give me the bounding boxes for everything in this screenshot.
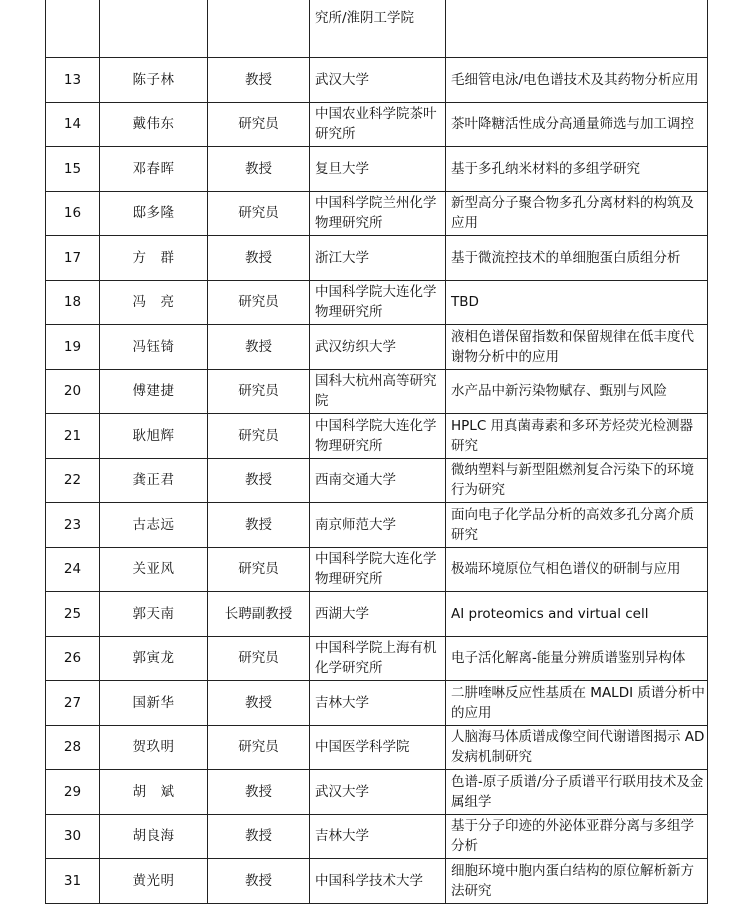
table-row	[46, 58, 708, 103]
cell-name: 古志远	[100, 503, 208, 548]
cell-title: 研究员	[208, 547, 310, 592]
cell-report-topic: 面向电子化学品分析的高效多孔分离介质研究	[446, 503, 708, 548]
cell-affiliation: 中国科学院大连化学物理研究所	[310, 547, 446, 592]
cell-name: 陈子林	[100, 58, 208, 103]
cell-number: 13	[46, 58, 100, 103]
cell-number: 26	[46, 636, 100, 681]
cell-title: 教授	[208, 147, 310, 192]
cell-report-topic: 细胞环境中胞内蛋白结构的原位解析新方法研究	[446, 859, 708, 904]
cell-title: 教授	[208, 458, 310, 503]
table-row	[46, 191, 708, 236]
cell-number: 27	[46, 681, 100, 726]
table-row	[46, 770, 708, 815]
cell-report-topic: HPLC 用真菌毒素和多环芳烃荧光检测器研究	[446, 414, 708, 459]
cell-number: 14	[46, 102, 100, 147]
cell-affiliation: 吉林大学	[310, 814, 446, 859]
cell-report-topic: 电子活化解离-能量分辨质谱鉴别异构体	[446, 636, 708, 681]
cell-affiliation: 西南交通大学	[310, 458, 446, 503]
cell-report-topic: 色谱-原子质谱/分子质谱平行联用技术及金属组学	[446, 770, 708, 815]
cell-name: 傅建捷	[100, 369, 208, 414]
cell-affiliation: 西湖大学	[310, 592, 446, 637]
cell-number: 23	[46, 503, 100, 548]
cell-name: 关亚风	[100, 547, 208, 592]
cell-report-topic: 极端环境原位气相色谱仪的研制与应用	[446, 547, 708, 592]
cell-title: 研究员	[208, 725, 310, 770]
cell-report-topic: AI proteomics and virtual cell	[446, 592, 708, 637]
cell-name: 邸多隆	[100, 191, 208, 236]
cell-name: 国新华	[100, 681, 208, 726]
table-row	[46, 0, 708, 58]
cell-name: 黄光明	[100, 859, 208, 904]
cell-title: 研究员	[208, 414, 310, 459]
cell-number: 30	[46, 814, 100, 859]
cell-report-topic: 基于多孔纳米材料的多组学研究	[446, 147, 708, 192]
cell-affiliation: 南京师范大学	[310, 503, 446, 548]
cell-title: 教授	[208, 770, 310, 815]
cell-name: 龚正君	[100, 458, 208, 503]
table-row	[46, 681, 708, 726]
cell-title: 研究员	[208, 369, 310, 414]
cell-report-topic: 毛细管电泳/电色谱技术及其药物分析应用	[446, 58, 708, 103]
cell-name: 邓春晖	[100, 147, 208, 192]
cell-name: 贺玖明	[100, 725, 208, 770]
cell-affiliation: 国科大杭州高等研究院	[310, 369, 446, 414]
cell-affiliation: 武汉大学	[310, 770, 446, 815]
cell-name: 胡良海	[100, 814, 208, 859]
table-row	[46, 147, 708, 192]
cell-affiliation: 中国医学科学院	[310, 725, 446, 770]
table-row	[46, 369, 708, 414]
experts-table	[45, 0, 708, 904]
cell-title: 教授	[208, 58, 310, 103]
cell-name: 方 群	[100, 236, 208, 281]
table-row	[46, 414, 708, 459]
cell-number: 31	[46, 859, 100, 904]
experts-table-body	[46, 0, 708, 903]
cell-number: 28	[46, 725, 100, 770]
cell-number: 22	[46, 458, 100, 503]
table-row	[46, 503, 708, 548]
cell-report-topic: 水产品中新污染物赋存、甄别与风险	[446, 369, 708, 414]
cell-number: 25	[46, 592, 100, 637]
cell-report-topic: 基于微流控技术的单细胞蛋白质组分析	[446, 236, 708, 281]
cell-report-topic: 液相色谱保留指数和保留规律在低丰度代谢物分析中的应用	[446, 325, 708, 370]
table-row	[46, 236, 708, 281]
cell-report-topic: 二肼喹啉反应性基质在 MALDI 质谱分析中的应用	[446, 681, 708, 726]
cell-report-topic	[446, 0, 708, 58]
table-row	[46, 636, 708, 681]
cell-affiliation: 中国农业科学院茶叶研究所	[310, 102, 446, 147]
cell-affiliation: 中国科学院大连化学物理研究所	[310, 414, 446, 459]
cell-report-topic: 人脑海马体质谱成像空间代谢谱图揭示 AD 发病机制研究	[446, 725, 708, 770]
cell-title: 教授	[208, 681, 310, 726]
cell-report-topic: TBD	[446, 280, 708, 325]
cell-report-topic: 基于分子印迹的外泌体亚群分离与多组学分析	[446, 814, 708, 859]
table-row	[46, 458, 708, 503]
cell-affiliation: 中国科学技术大学	[310, 859, 446, 904]
cell-name: 冯 亮	[100, 280, 208, 325]
cell-title: 教授	[208, 503, 310, 548]
cell-number: 21	[46, 414, 100, 459]
cell-name: 郭天南	[100, 592, 208, 637]
cell-title	[208, 0, 310, 58]
cell-affiliation: 中国科学院上海有机化学研究所	[310, 636, 446, 681]
cell-name: 冯钰锜	[100, 325, 208, 370]
table-row	[46, 592, 708, 637]
cell-number: 24	[46, 547, 100, 592]
cell-report-topic: 微纳塑料与新型阻燃剂复合污染下的环境行为研究	[446, 458, 708, 503]
cell-number: 17	[46, 236, 100, 281]
cell-title: 研究员	[208, 280, 310, 325]
cell-affiliation: 中国科学院兰州化学物理研究所	[310, 191, 446, 236]
cell-number: 18	[46, 280, 100, 325]
table-row	[46, 814, 708, 859]
cell-number	[46, 0, 100, 58]
cell-title: 教授	[208, 236, 310, 281]
cell-number: 19	[46, 325, 100, 370]
cell-title: 长聘副教授	[208, 592, 310, 637]
cell-title: 教授	[208, 814, 310, 859]
table-row	[46, 547, 708, 592]
cell-affiliation: 武汉大学	[310, 58, 446, 103]
cell-title: 教授	[208, 859, 310, 904]
cell-title: 研究员	[208, 102, 310, 147]
cell-name: 胡 斌	[100, 770, 208, 815]
cell-name: 戴伟东	[100, 102, 208, 147]
cell-affiliation: 中国科学院大连化学物理研究所	[310, 280, 446, 325]
cell-report-topic: 新型高分子聚合物多孔分离材料的构筑及应用	[446, 191, 708, 236]
cell-name	[100, 0, 208, 58]
cell-number: 20	[46, 369, 100, 414]
table-row	[46, 325, 708, 370]
table-row	[46, 280, 708, 325]
cell-title: 教授	[208, 325, 310, 370]
cell-name: 郭寅龙	[100, 636, 208, 681]
cell-name: 耿旭辉	[100, 414, 208, 459]
cell-number: 15	[46, 147, 100, 192]
cell-affiliation: 复旦大学	[310, 147, 446, 192]
cell-title: 研究员	[208, 191, 310, 236]
table-row	[46, 102, 708, 147]
table-row	[46, 725, 708, 770]
cell-title: 研究员	[208, 636, 310, 681]
cell-affiliation: 究所/淮阴工学院	[310, 0, 446, 58]
cell-number: 29	[46, 770, 100, 815]
cell-number: 16	[46, 191, 100, 236]
cell-report-topic: 茶叶降糖活性成分高通量筛选与加工调控	[446, 102, 708, 147]
cell-affiliation: 武汉纺织大学	[310, 325, 446, 370]
cell-affiliation: 浙江大学	[310, 236, 446, 281]
table-row	[46, 859, 708, 904]
cell-affiliation: 吉林大学	[310, 681, 446, 726]
